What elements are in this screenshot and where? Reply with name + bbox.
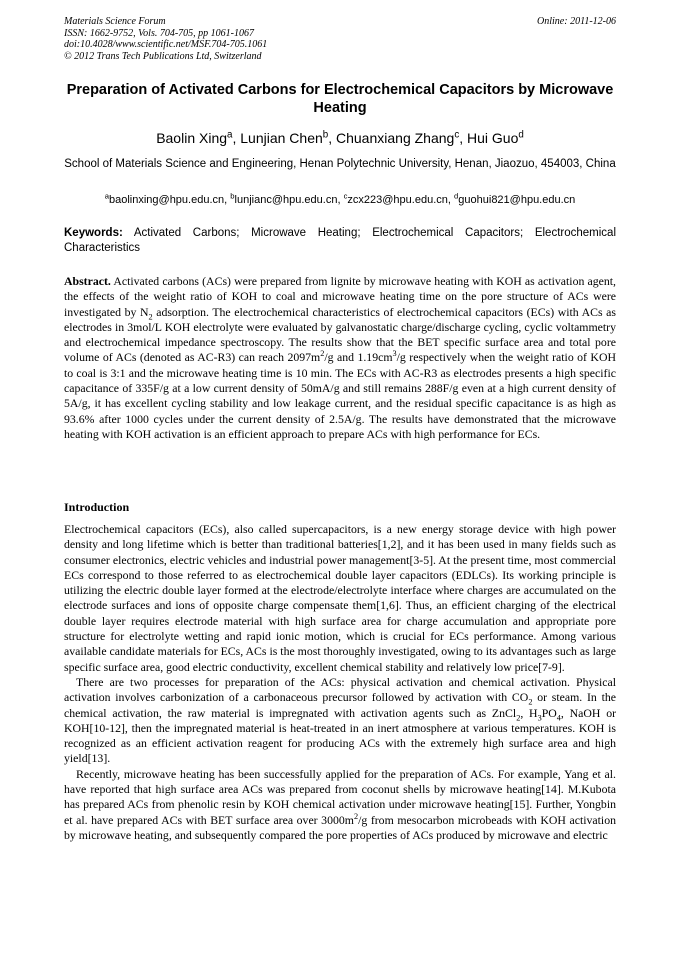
paper-title: Preparation of Activated Carbons for Electrochemical Capacitors by Microwave Heating xyxy=(66,82,614,116)
keywords-text: Activated Carbons; Microwave Heating; Electrochemical Capacitors; Electrochemical Characteristics xyxy=(64,227,616,254)
email-link[interactable]: baolinxing@hpu.edu.cn xyxy=(108,194,225,206)
para-text: Recently, microwave heating has been successfully applied for the preparation of ACs. For example, Yang et al. have reported that high surface area ACs was prepared from coconut shells by microwave heating[14]. M.Kubota has prepared ACs from phenolic resin by KOH chemical activation under microwave heating[15]. Further, Yongbin et al. have prepared ACs with BET surface area over 3000m xyxy=(64,766,616,827)
online-date: Online: 2011-12-06 xyxy=(537,16,616,27)
keywords-label: Keywords: xyxy=(64,227,123,239)
intro-paragraph-1: Electrochemical capacitors (ECs), also called supercapacitors, is a new energy storage device with high power density and long lifetime which is better than traditional batteries[1,2], and it has been used in many fields such as consumer electronics, electric vehicles and industrial power management[3-5]. At the present time, most commercial ECs correspond to those referred to as electrochemical double layer capacitors (EDLCs). Its working principle is utilizing the electric double layer formed at the electrode/electrolyte interface where charges are accumulated on the electrode surfaces and ions of opposite charge compensate them[1,6]. Thus, an efficient charging of the electrical double layer requires electrode material with high surface area for charge accumulation and appropriate pore structure for electrolyte wetting and rapid ionic motion, which is crucial for ECs performance. Among various available candidate materials for ECs, ACs is the most thoroughly investigated, owing to its advantages such as large specific surface area, good electric conductivity, excellent chemical stability and relatively low price[7-9]. xyxy=(64,522,616,674)
issn-line: ISSN: 1662-9752, Vols. 704-705, pp 1061-1067 xyxy=(64,27,254,39)
journal-name: Materials Science Forum xyxy=(64,16,166,27)
subscript: 4 xyxy=(556,712,561,722)
para-text: , H xyxy=(520,705,538,720)
abstract-text: /g respectively when the weight ratio of KOH to coal is 3:1 and the microwave heating time is 10 min. The ECs with AC-R3 as electrodes presents a high specific capacitance of 335F/g at a low current density of 50mA/g and still remains 288F/g even at a high current density of 5A/g, it has excellent cycling stability and low leakage current, and the residual specific capacitance is as high as 93.6% after 1000 cycles under the current density of 2.5A/g. The results have demonstrated that the microwave heating with KOH activation is an efficient approach to prepare ACs with high performance for ECs. xyxy=(64,350,616,441)
email-link[interactable]: guohui821@hpu.edu.cn xyxy=(458,194,576,206)
journal-header xyxy=(64,16,616,62)
keywords xyxy=(64,226,616,255)
abstract xyxy=(64,274,616,442)
email-link[interactable]: lunjianc@hpu.edu.cn xyxy=(234,194,338,206)
email-sup: a xyxy=(104,191,109,201)
doi-line: doi:10.4028/www.scientific.net/MSF.704-705.1061 xyxy=(64,39,268,50)
subscript: 2 xyxy=(528,697,533,707)
para-text: or steam. In the chemical activation, the raw material is impregnated with activation agents such as ZnCl xyxy=(64,690,616,720)
author-sup: d xyxy=(518,129,524,141)
intro-paragraph-3 xyxy=(64,767,616,843)
author-name: Baolin Xing xyxy=(156,130,228,146)
introduction-body xyxy=(64,522,616,843)
para-text: , NaOH or KOH[10-12], then the impregnated material is heat-treated in an inert atmosphere at various temperatures. KOH is recognized as an efficient activation reagent for producing ACs with the extremely high surface area and high yield[13]. xyxy=(64,705,617,766)
superscript: 2 xyxy=(320,349,325,359)
author-list: Baolin Xing$^a$, Lunjian Chen$^b$, Chuanxiang Zhang$^c$, Hui Guo$^d$ xyxy=(156,129,524,146)
author-sup: b xyxy=(322,129,329,141)
email-sup: b xyxy=(230,191,235,201)
para-text: /g from mesocarbon microbeads with KOH activation by microwave heating, and subsequently compared the pore properties of ACs produced by microwave and electric xyxy=(64,812,616,842)
author-sup: c xyxy=(454,129,460,141)
para-text: PO xyxy=(541,705,557,720)
email-sup: c xyxy=(343,191,348,201)
abstract-text: /g and 1.19cm xyxy=(324,350,393,365)
abstract-text: Activated carbons (ACs) were prepared from lignite by microwave heating with KOH as activation agent, the effects of the weight ratio of KOH to coal and microwave heating time on the pore structure of ACs were investigated by N xyxy=(64,274,616,319)
affiliation: School of Materials Science and Engineering, Henan Polytechnic University, Henan, Jiaozuo, 454003, China xyxy=(64,158,616,170)
superscript: 2 xyxy=(353,811,359,821)
subscript: 2 xyxy=(148,311,153,321)
copyright-line: © 2012 Trans Tech Publications Ltd, Switzerland xyxy=(64,50,262,62)
email-link[interactable]: zcx223@hpu.edu.cn xyxy=(347,194,448,206)
abstract-text: adsorption. The electrochemical characteristics of electrochemical capacitors (ECs) with ACs as electrodes in 3mol/L KOH electrolyte were evaluated by galvanostatic charge/discharge cycling, cyclic voltammetry and electrochemical impedance spectroscopy. The results show that the BET specific surface area and total pore volume of ACs (denoted as AC-R3) can reach 2097m xyxy=(64,304,617,365)
subscript: 3 xyxy=(537,712,542,722)
section-heading-introduction: Introduction xyxy=(64,500,130,514)
email-list: $^a$baolinxing@hpu.edu.cn, $^b$lunjianc@hpu.edu.cn, $^c$zcx223@hpu.edu.cn, $^d$guohui821@hpu.edu.cn xyxy=(104,191,576,206)
email-sup: d xyxy=(454,191,459,201)
author-name: Chuanxiang Zhang xyxy=(336,130,455,146)
author-sup: a xyxy=(227,129,233,141)
intro-paragraph-2 xyxy=(64,675,616,767)
superscript: 3 xyxy=(392,349,397,359)
author-name: Lunjian Chen xyxy=(240,130,323,146)
author-name: Hui Guo xyxy=(467,130,519,146)
abstract-label: Abstract. xyxy=(64,274,111,288)
para-text: There are two processes for preparation of the ACs: physical activation and chemical activation. Physical activation involves carbonization of a carbonaceous precursor followed by activation with CO xyxy=(64,674,616,705)
subscript: 2 xyxy=(516,712,521,722)
